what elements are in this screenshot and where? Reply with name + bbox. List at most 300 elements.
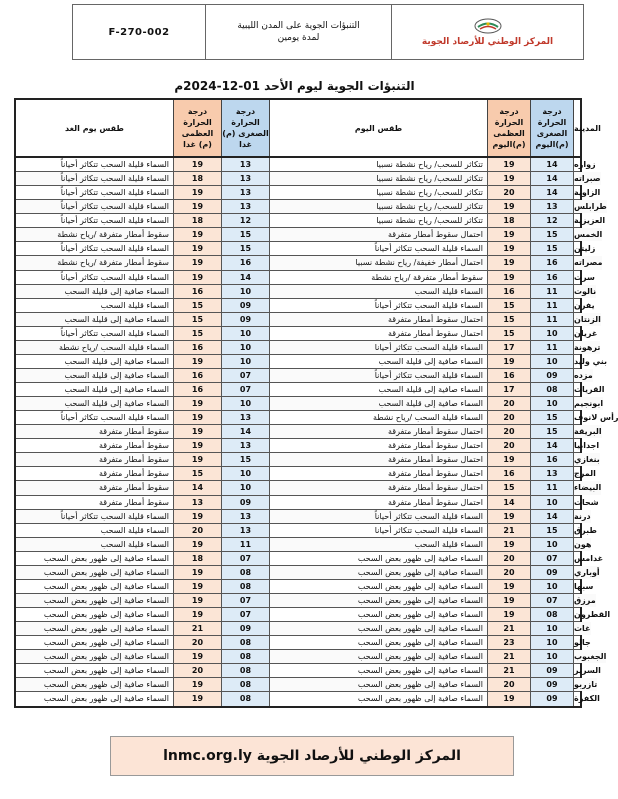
min-today-cell: 08 bbox=[530, 383, 573, 396]
weather-tomorrow-cell: السماء قليلة السحب تتكاثر أحياناً bbox=[60, 216, 169, 226]
max-tomorrow-cell: 19 bbox=[173, 242, 221, 255]
weather-today-cell: احتمال سقوط أمطار متفرقة bbox=[269, 467, 487, 480]
city-cell: زليتن bbox=[573, 242, 595, 255]
weather-tomorrow-cell: السماء صافية إلى ظهور بعض السحب bbox=[16, 650, 173, 663]
city-cell: الخمس bbox=[573, 228, 602, 241]
max-tomorrow-cell: 19 bbox=[173, 608, 221, 621]
city-cell: المرج bbox=[573, 467, 596, 480]
table-row bbox=[16, 664, 601, 678]
city-cell: نالوت bbox=[573, 285, 596, 298]
weather-today-cell: احتمال سقوط أمطار متفرقة bbox=[269, 327, 487, 340]
city-cell: غات bbox=[573, 622, 591, 635]
table-row bbox=[16, 650, 607, 664]
document-title-line1: التنبؤات الجوية على المدن الليبية bbox=[237, 21, 360, 31]
min-tomorrow-cell: 15 bbox=[221, 453, 269, 466]
max-today-cell: 19 bbox=[487, 580, 530, 593]
table-row bbox=[16, 158, 596, 172]
max-today-cell: 20 bbox=[487, 397, 530, 410]
weather-tomorrow-cell: السماء صافية إلى قليلة السحب bbox=[64, 356, 169, 366]
weather-today-cell: احتمال سقوط أمطار متفرقة bbox=[269, 453, 487, 466]
weather-tomorrow-cell: سقوط أمطار متفرقة bbox=[98, 469, 169, 479]
max-tomorrow-cell: 20 bbox=[173, 524, 221, 537]
min-today-cell: 10 bbox=[530, 636, 573, 649]
weather-today-cell: السماء صافية إلى قليلة السحب bbox=[269, 355, 487, 368]
table-row bbox=[16, 467, 596, 481]
document-title-box bbox=[205, 5, 391, 59]
max-tomorrow-cell: 19 bbox=[173, 397, 221, 410]
weather-today-cell: تتكاثر للسحب/ رياح نشطة نسبيا bbox=[269, 172, 487, 185]
max-today-cell: 23 bbox=[487, 636, 530, 649]
weather-today-cell: احتمال سقوط أمطار متفرقة bbox=[269, 481, 487, 494]
table-row bbox=[16, 186, 601, 200]
page-title: التنبؤات الجوية ليوم الأحد 01-12-2024م bbox=[174, 79, 415, 93]
min-tomorrow-cell: 07 bbox=[221, 608, 269, 621]
weather-today-cell: السماء قليلة السحب bbox=[269, 285, 487, 298]
max-today-cell: 19 bbox=[487, 608, 530, 621]
city-cell: جالو bbox=[573, 636, 591, 649]
max-tomorrow-cell: 16 bbox=[173, 383, 221, 396]
weather-today-cell: احتمال سقوط أمطار متفرقة bbox=[269, 425, 487, 438]
city-cell: سبها bbox=[573, 580, 593, 593]
min-today-cell: 10 bbox=[530, 538, 573, 551]
max-today-cell: 19 bbox=[487, 538, 530, 551]
col-max-today: درجة الحرارة العظمى (م)اليوم bbox=[487, 100, 530, 156]
min-tomorrow-cell: 09 bbox=[221, 622, 269, 635]
weather-today-cell: السماء صافية إلى ظهور بعض السحب bbox=[269, 636, 487, 649]
min-today-cell: 10 bbox=[530, 355, 573, 368]
max-today-cell: 14 bbox=[487, 496, 530, 509]
weather-today-cell: احتمال أمطار خفيفة/ رياح نشطة نسبيا bbox=[269, 256, 487, 269]
table-row bbox=[16, 256, 603, 270]
weather-tomorrow-cell: السماء صافية إلى ظهور بعض السحب bbox=[43, 553, 169, 563]
weather-tomorrow-cell: السماء قليلة السحب تتكاثر أحياناً bbox=[16, 172, 173, 185]
city-cell: أوباري bbox=[573, 566, 600, 579]
max-today-cell: 15 bbox=[487, 327, 530, 340]
org-block bbox=[391, 5, 583, 59]
max-tomorrow-cell: 19 bbox=[173, 200, 221, 213]
weather-today-cell: السماء صافية إلى ظهور بعض السحب bbox=[269, 664, 487, 677]
weather-tomorrow-cell: السماء صافية إلى ظهور بعض السحب bbox=[43, 666, 169, 676]
city-cell: الزاوية bbox=[573, 186, 600, 199]
min-today-cell: 07 bbox=[530, 552, 573, 565]
min-today-cell: 10 bbox=[530, 650, 573, 663]
min-tomorrow-cell: 09 bbox=[221, 496, 269, 509]
weather-tomorrow-cell: السماء قليلة السحب /رياح نشطة bbox=[16, 341, 173, 354]
table-row bbox=[16, 200, 607, 214]
max-tomorrow-cell: 19 bbox=[173, 566, 221, 579]
city-cell: الجغبوب bbox=[573, 650, 606, 663]
table-row bbox=[16, 341, 601, 355]
max-today-cell: 16 bbox=[487, 285, 530, 298]
city-cell: رأس لانوف bbox=[573, 411, 618, 424]
weather-tomorrow-cell: سقوط أمطار متفرقة bbox=[16, 481, 173, 494]
weather-today-cell: السماء صافية إلى ظهور بعض السحب bbox=[269, 692, 487, 706]
weather-today-cell: السماء صافية إلى ظهور بعض السحب bbox=[269, 594, 487, 607]
table-row bbox=[16, 524, 597, 538]
weather-today-cell: السماء قليلة السحب تتكاثر أحياناً bbox=[269, 242, 487, 255]
table-row bbox=[16, 538, 592, 552]
min-today-cell: 11 bbox=[530, 313, 573, 326]
max-tomorrow-cell: 19 bbox=[173, 411, 221, 424]
min-tomorrow-cell: 07 bbox=[221, 552, 269, 565]
min-today-cell: 10 bbox=[530, 622, 573, 635]
weather-tomorrow-cell: السماء صافية إلى ظهور بعض السحب bbox=[43, 610, 169, 619]
max-today-cell: 19 bbox=[487, 510, 530, 523]
col-weather-today: طقس اليوم bbox=[269, 100, 487, 156]
min-today-cell: 14 bbox=[530, 158, 573, 171]
weather-tomorrow-cell: السماء قليلة السحب تتكاثر أحياناً bbox=[60, 413, 169, 423]
max-tomorrow-cell: 13 bbox=[173, 496, 221, 509]
max-today-cell: 21 bbox=[487, 622, 530, 635]
max-today-cell: 19 bbox=[487, 271, 530, 284]
weather-today-cell: السماء قليلة السحب تتكاثر أحيانا bbox=[269, 341, 487, 354]
max-today-cell: 16 bbox=[487, 467, 530, 480]
max-tomorrow-cell: 19 bbox=[173, 256, 221, 269]
max-tomorrow-cell: 15 bbox=[173, 299, 221, 312]
weather-tomorrow-cell: السماء صافية إلى ظهور بعض السحب bbox=[16, 622, 173, 635]
city-cell: مصراته bbox=[573, 256, 602, 269]
min-today-cell: 10 bbox=[530, 397, 573, 410]
table-row bbox=[16, 552, 604, 566]
min-tomorrow-cell: 10 bbox=[221, 355, 269, 368]
table-row bbox=[16, 566, 600, 580]
min-today-cell: 16 bbox=[530, 271, 573, 284]
col-min-today: درجة الحرارة الصغرى (م)اليوم bbox=[530, 100, 573, 156]
weather-tomorrow-cell: السماء قليلة السحب bbox=[100, 300, 169, 310]
weather-today-cell: السماء صافية إلى ظهور بعض السحب bbox=[269, 608, 487, 621]
weather-tomorrow-cell: السماء قليلة السحب تتكاثر أحياناً bbox=[60, 188, 169, 198]
min-today-cell: 11 bbox=[530, 285, 573, 298]
min-tomorrow-cell: 15 bbox=[221, 242, 269, 255]
max-today-cell: 21 bbox=[487, 664, 530, 677]
weather-today-cell: تتكاثر للسحب/ رياح نشطة نسبيا bbox=[269, 158, 487, 171]
table-row bbox=[16, 622, 591, 636]
city-cell: مرزق bbox=[573, 594, 596, 607]
table-row bbox=[16, 594, 596, 608]
min-tomorrow-cell: 07 bbox=[221, 383, 269, 396]
max-tomorrow-cell: 15 bbox=[173, 313, 221, 326]
table-row bbox=[16, 369, 593, 383]
weather-today-cell: احتمال سقوط أمطار متفرقة bbox=[269, 313, 487, 326]
max-today-cell: 19 bbox=[487, 200, 530, 213]
forecast-table bbox=[14, 98, 618, 708]
min-tomorrow-cell: 13 bbox=[221, 411, 269, 424]
max-tomorrow-cell: 18 bbox=[173, 552, 221, 565]
weather-tomorrow-cell: السماء قليلة السحب تتكاثر أحياناً bbox=[16, 510, 173, 523]
weather-tomorrow-cell: سقوط أمطار متفرقة bbox=[16, 453, 173, 466]
min-tomorrow-cell: 13 bbox=[221, 186, 269, 199]
table-row bbox=[16, 271, 595, 285]
max-today-cell: 20 bbox=[487, 411, 530, 424]
weather-today-cell: السماء قليلة السحب تتكاثر أحياناً bbox=[269, 510, 487, 523]
table-row bbox=[16, 678, 598, 692]
min-tomorrow-cell: 07 bbox=[221, 369, 269, 382]
min-today-cell: 09 bbox=[530, 664, 573, 677]
city-cell: درنة bbox=[573, 510, 591, 523]
weather-tomorrow-cell: السماء قليلة السحب تتكاثر أحياناً bbox=[60, 328, 169, 338]
min-tomorrow-cell: 15 bbox=[221, 228, 269, 241]
min-tomorrow-cell: 12 bbox=[221, 214, 269, 227]
table-header bbox=[16, 100, 601, 158]
weather-tomorrow-cell: السماء صافية إلى قليلة السحب bbox=[64, 385, 169, 394]
table-row bbox=[16, 453, 600, 467]
table-row bbox=[16, 299, 595, 313]
city-cell: اجدابيا bbox=[573, 439, 599, 452]
max-today-cell: 19 bbox=[487, 172, 530, 185]
city-cell: صبراته bbox=[573, 172, 601, 185]
max-tomorrow-cell: 19 bbox=[173, 594, 221, 607]
weather-tomorrow-cell: السماء صافية إلى ظهور بعض السحب bbox=[16, 594, 173, 607]
min-today-cell: 14 bbox=[530, 510, 573, 523]
max-tomorrow-cell: 19 bbox=[173, 439, 221, 452]
min-today-cell: 07 bbox=[530, 594, 573, 607]
city-cell: البيضاء bbox=[573, 481, 601, 494]
min-today-cell: 13 bbox=[530, 467, 573, 480]
max-today-cell: 19 bbox=[487, 242, 530, 255]
max-today-cell: 19 bbox=[487, 692, 530, 706]
min-tomorrow-cell: 14 bbox=[221, 425, 269, 438]
city-cell: سرت bbox=[573, 271, 595, 284]
max-today-cell: 19 bbox=[487, 158, 530, 171]
weather-today-cell: تتكاثر للسحب/ رياح نشطة نسبيا bbox=[269, 214, 487, 227]
city-cell: ابونجيم bbox=[573, 397, 603, 410]
weather-today-cell: السماء قليلة السحب /رياح نشطة bbox=[269, 411, 487, 424]
table-row bbox=[16, 214, 606, 228]
min-today-cell: 15 bbox=[530, 228, 573, 241]
weather-tomorrow-cell: السماء صافية إلى ظهور بعض السحب bbox=[43, 638, 169, 648]
max-tomorrow-cell: 16 bbox=[173, 341, 221, 354]
max-today-cell: 20 bbox=[487, 439, 530, 452]
city-cell: بنغازي bbox=[573, 453, 600, 466]
min-today-cell: 15 bbox=[530, 425, 573, 438]
min-today-cell: 14 bbox=[530, 439, 573, 452]
min-tomorrow-cell: 13 bbox=[221, 172, 269, 185]
table-row bbox=[16, 327, 598, 341]
max-tomorrow-cell: 19 bbox=[173, 650, 221, 663]
min-today-cell: 12 bbox=[530, 214, 573, 227]
max-today-cell: 20 bbox=[487, 552, 530, 565]
min-tomorrow-cell: 10 bbox=[221, 397, 269, 410]
weather-tomorrow-cell: السماء قليلة السحب تتكاثر أحياناً bbox=[16, 200, 173, 213]
org-name: المركز الوطني للأرصاد الجوية bbox=[421, 36, 554, 47]
max-today-cell: 20 bbox=[487, 425, 530, 438]
max-today-cell: 21 bbox=[487, 650, 530, 663]
weather-tomorrow-cell: السماء قليلة السحب تتكاثر أحياناً bbox=[60, 272, 169, 282]
max-tomorrow-cell: 18 bbox=[173, 214, 221, 227]
min-tomorrow-cell: 08 bbox=[221, 664, 269, 677]
table-row bbox=[16, 411, 618, 425]
table-row bbox=[16, 397, 604, 411]
footer-banner: المركز الوطني للأرصاد الجوية lnmc.org.ly bbox=[110, 736, 514, 776]
min-today-cell: 14 bbox=[530, 172, 573, 185]
weather-tomorrow-cell: السماء صافية إلى قليلة السحب bbox=[16, 397, 173, 410]
min-tomorrow-cell: 16 bbox=[221, 256, 269, 269]
weather-today-cell: سقوط أمطار متفرقة /رياح نشطة bbox=[269, 271, 487, 284]
table-row bbox=[16, 636, 591, 650]
min-tomorrow-cell: 13 bbox=[221, 510, 269, 523]
weather-tomorrow-cell: السماء صافية إلى ظهور بعض السحب bbox=[43, 694, 169, 704]
min-tomorrow-cell: 11 bbox=[221, 538, 269, 551]
min-tomorrow-cell: 08 bbox=[221, 636, 269, 649]
weather-today-cell: السماء صافية إلى ظهور بعض السحب bbox=[269, 566, 487, 579]
table-row bbox=[16, 228, 603, 242]
min-tomorrow-cell: 13 bbox=[221, 200, 269, 213]
city-cell: زواره bbox=[573, 158, 596, 171]
max-today-cell: 15 bbox=[487, 313, 530, 326]
weather-today-cell: احتمال سقوط أمطار متفرقة bbox=[269, 228, 487, 241]
min-tomorrow-cell: 08 bbox=[221, 650, 269, 663]
max-today-cell: 15 bbox=[487, 299, 530, 312]
max-tomorrow-cell: 15 bbox=[173, 327, 221, 340]
city-cell: هون bbox=[573, 538, 591, 551]
max-today-cell: 18 bbox=[487, 214, 530, 227]
table-row bbox=[16, 496, 599, 510]
min-today-cell: 10 bbox=[530, 496, 573, 509]
city-cell: القطرون bbox=[573, 608, 610, 621]
max-tomorrow-cell: 19 bbox=[173, 186, 221, 199]
city-cell: غريان bbox=[573, 327, 597, 340]
weather-today-cell: احتمال سقوط أمطار متفرقة bbox=[269, 496, 487, 509]
table-row bbox=[16, 355, 608, 369]
weather-today-cell: تتكاثر للسحب/ رياح نشطة نسبيا bbox=[269, 200, 487, 213]
min-tomorrow-cell: 13 bbox=[221, 158, 269, 171]
max-today-cell: 19 bbox=[487, 228, 530, 241]
form-code: F-270-002 bbox=[108, 26, 170, 38]
max-today-cell: 15 bbox=[487, 481, 530, 494]
city-cell: بني وليد bbox=[573, 355, 607, 368]
max-tomorrow-cell: 19 bbox=[173, 271, 221, 284]
org-logo-icon bbox=[473, 18, 503, 34]
table-row bbox=[16, 692, 600, 706]
max-tomorrow-cell: 19 bbox=[173, 158, 221, 171]
weather-tomorrow-cell: السماء صافية إلى ظهور بعض السحب bbox=[16, 678, 173, 691]
min-today-cell: 11 bbox=[530, 481, 573, 494]
max-tomorrow-cell: 15 bbox=[173, 467, 221, 480]
weather-today-cell: السماء صافية إلى ظهور بعض السحب bbox=[269, 552, 487, 565]
max-tomorrow-cell: 14 bbox=[173, 481, 221, 494]
city-cell: ترهونة bbox=[573, 341, 600, 354]
weather-today-cell: السماء قليلة السحب تتكاثر أحيانا bbox=[269, 524, 487, 537]
min-tomorrow-cell: 13 bbox=[221, 524, 269, 537]
min-today-cell: 15 bbox=[530, 524, 573, 537]
city-cell: غدامس bbox=[573, 552, 603, 565]
col-weather-tomorrow: طقس يوم الغد bbox=[65, 123, 124, 133]
weather-tomorrow-cell: السماء صافية إلى قليلة السحب bbox=[16, 285, 173, 298]
weather-today-cell: السماء صافية إلى ظهور بعض السحب bbox=[269, 580, 487, 593]
max-today-cell: 19 bbox=[487, 594, 530, 607]
max-tomorrow-cell: 21 bbox=[173, 622, 221, 635]
weather-today-cell: السماء صافية إلى قليلة السحب bbox=[269, 397, 487, 410]
max-today-cell: 21 bbox=[487, 524, 530, 537]
table-row bbox=[16, 313, 601, 327]
max-today-cell: 20 bbox=[487, 186, 530, 199]
min-tomorrow-cell: 07 bbox=[221, 594, 269, 607]
weather-tomorrow-cell: سقوط أمطار متفرقة /رياح نشطة bbox=[16, 256, 173, 269]
max-tomorrow-cell: 16 bbox=[173, 369, 221, 382]
table-row bbox=[16, 439, 600, 453]
weather-tomorrow-cell: السماء قليلة السحب تتكاثر أحياناً bbox=[60, 160, 169, 169]
city-cell: السرير bbox=[573, 664, 601, 677]
weather-tomorrow-cell: السماء صافية إلى ظهور بعض السحب bbox=[16, 566, 173, 579]
min-today-cell: 16 bbox=[530, 256, 573, 269]
weather-tomorrow-cell: سقوط أمطار متفرقة bbox=[98, 497, 169, 507]
min-tomorrow-cell: 10 bbox=[221, 481, 269, 494]
max-tomorrow-cell: 20 bbox=[173, 636, 221, 649]
col-max-tomorrow: درجة الحرارة العظمى (م) غدا bbox=[173, 100, 221, 156]
max-tomorrow-cell: 19 bbox=[173, 228, 221, 241]
max-tomorrow-cell: 19 bbox=[173, 510, 221, 523]
max-today-cell: 20 bbox=[487, 566, 530, 579]
min-today-cell: 16 bbox=[530, 453, 573, 466]
table-row bbox=[16, 172, 601, 186]
weather-tomorrow-cell: السماء قليلة السحب bbox=[16, 538, 173, 551]
weather-tomorrow-cell: السماء قليلة السحب bbox=[100, 525, 169, 535]
max-tomorrow-cell: 19 bbox=[173, 678, 221, 691]
min-tomorrow-cell: 14 bbox=[221, 271, 269, 284]
weather-tomorrow-cell: سقوط أمطار متفرقة /رياح نشطة bbox=[16, 228, 173, 241]
max-today-cell: 20 bbox=[487, 678, 530, 691]
city-cell: مزده bbox=[573, 369, 593, 382]
table-row bbox=[16, 383, 605, 397]
col-city: المدينة bbox=[573, 100, 601, 156]
min-today-cell: 10 bbox=[530, 580, 573, 593]
min-today-cell: 11 bbox=[530, 299, 573, 312]
max-tomorrow-cell: 19 bbox=[173, 453, 221, 466]
max-tomorrow-cell: 19 bbox=[173, 538, 221, 551]
table-row bbox=[16, 580, 594, 594]
table-body bbox=[16, 158, 618, 706]
table-row bbox=[16, 481, 602, 495]
weather-today-cell: السماء صافية إلى ظهور بعض السحب bbox=[269, 622, 487, 635]
min-tomorrow-cell: 13 bbox=[221, 439, 269, 452]
city-cell: الكفرة bbox=[573, 692, 600, 706]
weather-tomorrow-cell: سقوط أمطار متفرقة bbox=[16, 425, 173, 438]
min-tomorrow-cell: 10 bbox=[221, 285, 269, 298]
max-today-cell: 17 bbox=[487, 383, 530, 396]
max-tomorrow-cell: 19 bbox=[173, 425, 221, 438]
city-cell: طبرق bbox=[573, 524, 597, 537]
city-cell: البريقة bbox=[573, 425, 602, 438]
min-today-cell: 15 bbox=[530, 242, 573, 255]
min-today-cell: 09 bbox=[530, 678, 573, 691]
max-today-cell: 17 bbox=[487, 341, 530, 354]
min-today-cell: 13 bbox=[530, 200, 573, 213]
max-today-cell: 16 bbox=[487, 369, 530, 382]
max-today-cell: 19 bbox=[487, 453, 530, 466]
min-tomorrow-cell: 10 bbox=[221, 327, 269, 340]
min-tomorrow-cell: 08 bbox=[221, 692, 269, 706]
min-today-cell: 08 bbox=[530, 608, 573, 621]
weather-today-cell: السماء صافية إلى قليلة السحب bbox=[269, 383, 487, 396]
weather-today-cell: السماء قليلة السحب تتكاثر أحياناً bbox=[269, 369, 487, 382]
document-title-line2: لمدة يومين bbox=[277, 33, 320, 43]
table-row bbox=[16, 510, 591, 524]
max-tomorrow-cell: 20 bbox=[173, 664, 221, 677]
city-cell: القريات bbox=[573, 383, 605, 396]
document-header bbox=[72, 4, 584, 60]
table-row bbox=[16, 285, 597, 299]
table-row bbox=[16, 242, 596, 256]
weather-tomorrow-cell: السماء صافية إلى قليلة السحب bbox=[16, 313, 173, 326]
max-tomorrow-cell: 19 bbox=[173, 692, 221, 706]
max-tomorrow-cell: 18 bbox=[173, 172, 221, 185]
min-today-cell: 11 bbox=[530, 341, 573, 354]
max-tomorrow-cell: 16 bbox=[173, 285, 221, 298]
table-row bbox=[16, 425, 602, 439]
weather-tomorrow-cell: السماء قليلة السحب تتكاثر أحياناً bbox=[60, 244, 169, 254]
weather-today-cell: السماء صافية إلى ظهور بعض السحب bbox=[269, 678, 487, 691]
city-cell: طرابلس bbox=[573, 200, 607, 213]
